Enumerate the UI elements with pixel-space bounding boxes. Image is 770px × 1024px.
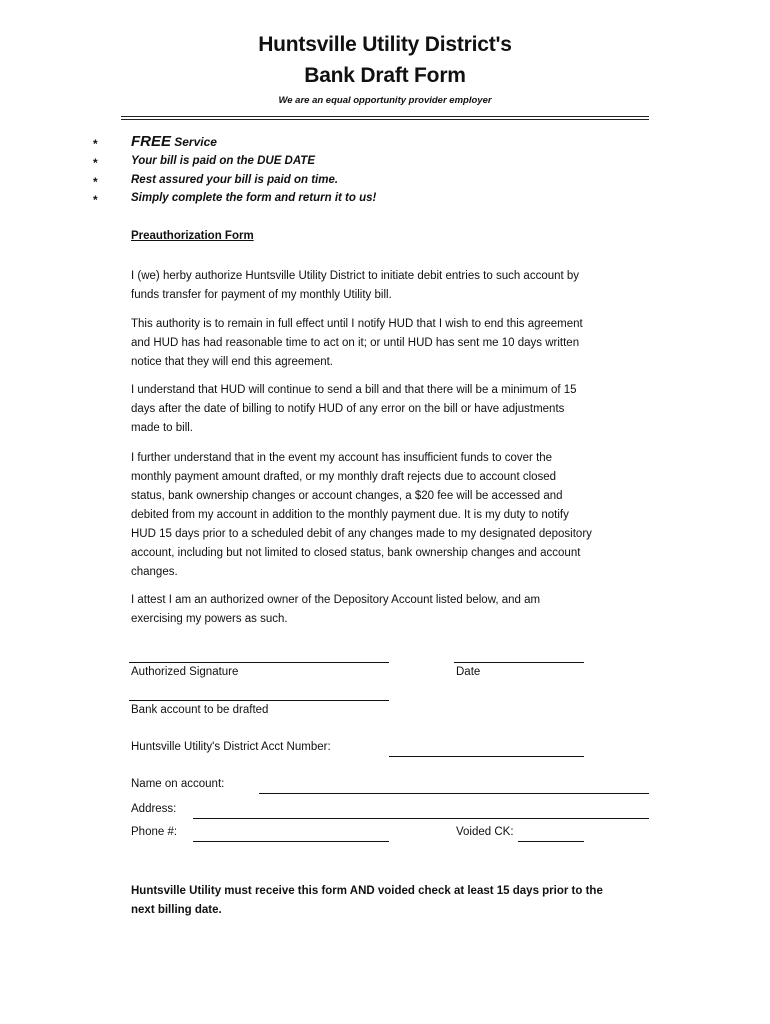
form-title-line2: Bank Draft Form (304, 64, 466, 87)
free-word: FREE (131, 133, 172, 150)
benefit-due-date: Your bill is paid on the DUE DATE (131, 155, 316, 167)
name-on-account-label: Name on account: (131, 778, 225, 790)
phone-label: Phone #: (131, 826, 178, 838)
bullet-marker: * (93, 175, 98, 189)
bullet-marker: * (93, 193, 98, 207)
paragraph-billing: I understand that HUD will continue to send a bill and that there will be a minimum of 15 days after the date of billing to notify HUD of any error on the bill or have adjustments made to bill. (131, 384, 577, 434)
address-label: Address: (131, 803, 177, 815)
address-line[interactable] (193, 818, 649, 819)
bank-account-label: Bank account to be drafted (131, 704, 269, 716)
phone-line[interactable] (193, 841, 389, 842)
bullet-marker: * (93, 137, 98, 151)
footer-note: Huntsville Utility must receive this form AND voided check at least 15 days prior to the next billing date. (131, 885, 603, 916)
header-rule-bottom (121, 119, 649, 120)
benefit-free-service (131, 133, 217, 150)
paragraph-authority: This authority is to remain in full effect until I notify HUD that I wish to end this agreement and HUD has had reasonable time to act on it; or until HUD has sent me 10 days written notice that they will end this agreement. (131, 318, 583, 368)
voided-check-label: Voided CK: (456, 826, 514, 838)
benefit-complete-form: Simply complete the form and return it to us! (131, 192, 377, 204)
voided-check-line[interactable] (518, 841, 584, 842)
free-rest: Service (174, 135, 217, 149)
form-title-line1: Huntsville Utility District's (258, 33, 512, 56)
date-label: Date (456, 666, 481, 678)
bullet-marker: * (93, 156, 98, 170)
paragraph-authorize: I (we) herby authorize Huntsville Utility District to initiate debit entries to such account by funds transfer for payment of my monthly Utility bill. (131, 270, 580, 301)
bank-account-line[interactable] (129, 700, 389, 701)
acct-number-line[interactable] (389, 756, 584, 757)
name-on-account-line[interactable] (259, 793, 649, 794)
signature-label: Authorized Signature (131, 666, 239, 678)
paragraph-attest: I attest I am an authorized owner of the Depository Account listed below, and am exercising my powers as such. (131, 594, 541, 625)
form-subtitle: We are an equal opportunity provider employer (278, 95, 492, 106)
date-line[interactable] (454, 662, 584, 663)
header-rule-top (121, 116, 649, 117)
signature-line[interactable] (129, 662, 389, 663)
preauthorization-heading: Preauthorization Form (131, 230, 254, 242)
benefit-on-time: Rest assured your bill is paid on time. (131, 174, 339, 186)
acct-number-label: Huntsville Utility's District Acct Number: (131, 741, 331, 753)
paragraph-insufficient-funds: I further understand that in the event my account has insufficient funds to cover the monthly payment amount drafted, or my monthly draft rejects due to account closed status, bank ownership changes or account changes, a $20 fee will be accessed and debited from my account in addition to the monthly payment due. It is my duty to notify HUD 15 days prior to a scheduled debit of any changes made to my designated depository account, including but not limited to closed status, bank ownership changes and account changes. (131, 452, 592, 578)
